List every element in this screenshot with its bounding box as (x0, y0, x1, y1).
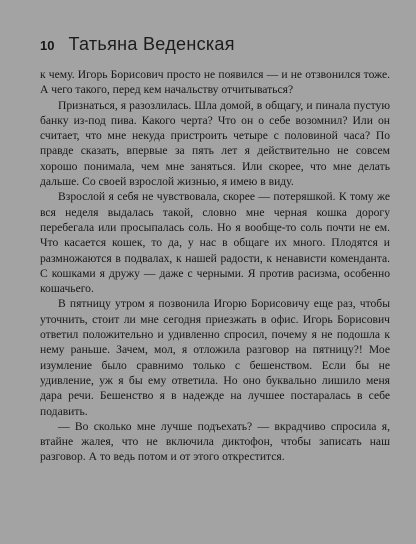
page-number: 10 (40, 38, 55, 53)
paragraph: — Во сколько мне лучше подъехать? — вкрадчиво спросила я, втайне жалея, что не включила диктофон, чтобы записать наш разговор. А то ведь потом и от этого открестится. (40, 419, 390, 464)
paragraph: Взрослой я себя не чувствовала, скорее — потеряшкой. К тому же вся неделя выдалась такой, словно мне черная кошка дорогу перебегала или просыпалась соль. Но я вообще-то соль почти не ем. Что касается кошек, то да, у нас в общаге их много. Плодятся и размножаются в подвалах, к нашей радости, к ненависти коменданта. С кошками я дружу — даже с черными. Я против расизма, особенно кошачьего. (40, 190, 390, 296)
paragraph: Признаться, я разозлилась. Шла домой, в общагу, и пинала пустую банку из-под пива. Какого черта? Что он о себе возомнил? Или он считает, что мне некуда пристроить четыре с половиной часа? По правде сказать, впервые за пять лет я действительно не совсем хорошо понимала, чем мне заняться. Или скорее, что мне делать дальше. Со своей взрослой жизнью, я имею в виду. (40, 98, 390, 189)
page-header (40, 34, 390, 55)
paragraph: В пятницу утром я позвонила Игорю Борисовичу еще раз, чтобы уточнить, стоит ли мне сегодня приезжать в офис. Игорь Борисович ответил положительно и удивленно спросил, почему я не подошла к нему раньше. Зачем, мол, я отложила разговор на пятницу?! Мое изумление было сравнимо только с бешенством. Если бы не удивление, уж я бы ему ответила. Но оно буквально лишило меня дара речи. Бешенство я в надежде на лучшее постаралась в себе подавить. (40, 297, 390, 418)
paragraph: к чему. Игорь Борисович просто не появился — и не отзвонился тоже. А чего такого, перед кем начальству отчитываться? (40, 68, 390, 97)
running-title: Татьяна Веденская (68, 34, 235, 54)
body-text (40, 67, 390, 465)
